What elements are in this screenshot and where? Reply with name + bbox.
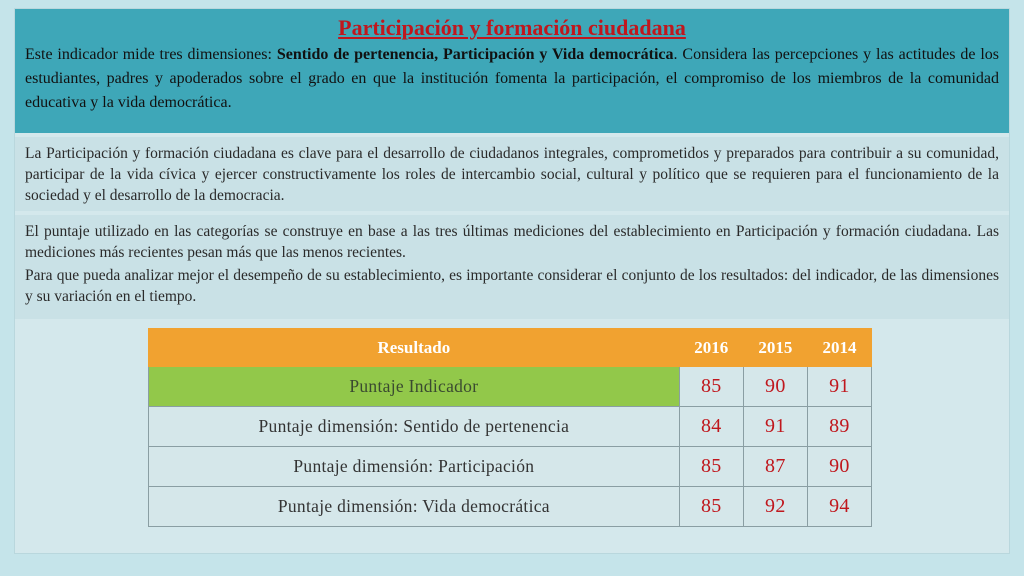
cell-value: 89 [807, 407, 871, 447]
cell-value: 94 [807, 487, 871, 527]
paragraph-1: La Participación y formación ciudadana es clave para el desarrollo de ciudadanos integrales, comprometidos y preparados para contribuir a su comunidad, participar de la vida cívica y ejercer constructivamente los roles de intercambio social, cultural y político que se requieren para el funcionamiento de la sociedad y el desarrollo de la democracia. [25, 145, 999, 204]
intro-lead: Este indicador mide tres dimensiones: [25, 46, 277, 63]
table-row [149, 367, 872, 407]
header-box [15, 9, 1009, 133]
paragraph-box-1 [15, 137, 1009, 211]
cell-value: 91 [743, 407, 807, 447]
table-header-row [149, 329, 872, 367]
header-2016: 2016 [679, 329, 743, 367]
intro-text [25, 43, 999, 115]
row-label: Puntaje dimensión: Participación [149, 447, 680, 487]
row-label: Puntaje Indicador [149, 367, 680, 407]
table-row [149, 447, 872, 487]
cell-value: 85 [679, 487, 743, 527]
table-row [149, 407, 872, 447]
paragraph-3: Para que pueda analizar mejor el desempeño de su establecimiento, es importante considerar el conjunto de los resultados: del indicador, de las dimensiones y su variación en el tiempo. [25, 267, 999, 305]
header-2015: 2015 [743, 329, 807, 367]
table-row [149, 487, 872, 527]
cell-value: 92 [743, 487, 807, 527]
intro-dimensions: Sentido de pertenencia, Participación y Vida democrática [276, 46, 674, 63]
header-resultado: Resultado [149, 329, 680, 367]
slide-title: Participación y formación ciudadana [338, 15, 686, 40]
results-table [148, 328, 872, 527]
row-label: Puntaje dimensión: Vida democrática [149, 487, 680, 527]
cell-value: 87 [743, 447, 807, 487]
paragraph-box-2 [15, 215, 1009, 319]
header-2014: 2014 [807, 329, 871, 367]
paragraph-2: El puntaje utilizado en las categorías se construye en base a las tres últimas mediciones del establecimiento en Participación y formación ciudadana. Las mediciones más recientes pesan más que las menos recientes. [25, 223, 999, 261]
row-label: Puntaje dimensión: Sentido de pertenencia [149, 407, 680, 447]
cell-value: 90 [807, 447, 871, 487]
cell-value: 90 [743, 367, 807, 407]
cell-value: 85 [679, 447, 743, 487]
results-table-wrap [148, 328, 872, 527]
intro-rest: . Considera las percepciones y las actitudes de los estudiantes, padres y apoderados sobre el grado en que la institución fomenta la participación, el compromiso de los miembros de la comunidad educativa y la vida democrática. [25, 46, 1000, 111]
cell-value: 91 [807, 367, 871, 407]
cell-value: 84 [679, 407, 743, 447]
cell-value: 85 [679, 367, 743, 407]
slide [14, 8, 1010, 554]
